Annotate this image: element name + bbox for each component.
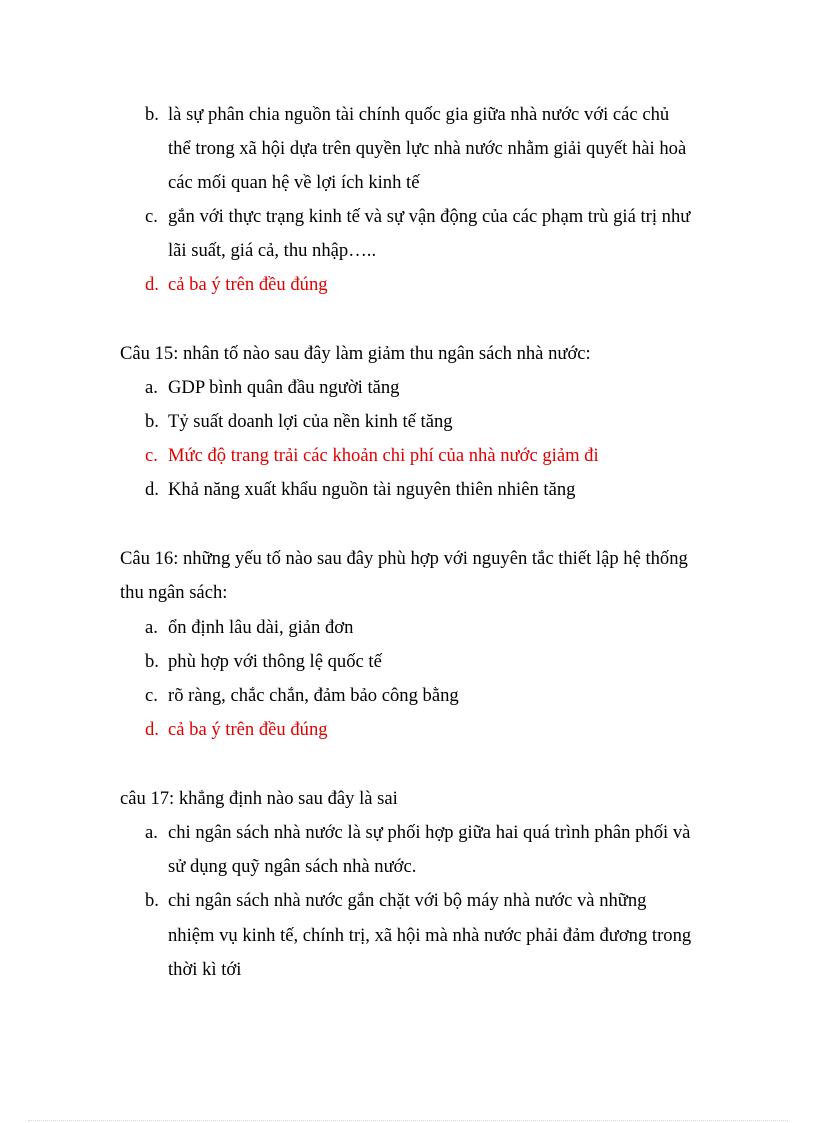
option-text: các mối quan hệ về lợi ích kinh tế: [168, 172, 420, 193]
question-17-title: câu 17: khẳng định nào sau đây là sai: [120, 788, 398, 809]
option-text: thời kì tới: [168, 959, 242, 980]
option-text: chi ngân sách nhà nước gắn chặt với bộ máy nhà nước và những: [168, 890, 647, 911]
correct-option-text: cả ba ý trên đều đúng: [168, 719, 328, 740]
option-text: chi ngân sách nhà nước là sự phối hợp giữa hai quá trình phân phối và: [168, 822, 691, 843]
option-marker: b.: [145, 651, 159, 672]
question-15-title: Câu 15: nhân tố nào sau đây làm giảm thu ngân sách nhà nước:: [120, 343, 591, 364]
option-marker: b.: [145, 104, 159, 125]
option-text: sử dụng quỹ ngân sách nhà nước.: [168, 856, 417, 877]
option-marker: b.: [145, 890, 159, 911]
option-marker: c.: [145, 206, 158, 227]
correct-option-text: cả ba ý trên đều đúng: [168, 274, 328, 295]
option-text: Tỷ suất doanh lợi của nền kinh tế tăng: [168, 411, 453, 432]
question-16-title-cont: thu ngân sách:: [120, 582, 228, 603]
question-16-title: Câu 16: những yếu tố nào sau đây phù hợp với nguyên tắc thiết lập hệ thống: [120, 548, 688, 569]
correct-option-text: Mức độ trang trải các khoản chi phí của nhà nước giảm đi: [168, 445, 599, 466]
option-text: gắn với thực trạng kinh tế và sự vận động của các phạm trù giá trị như: [168, 206, 691, 227]
option-marker: c.: [145, 685, 158, 706]
option-marker: a.: [145, 377, 158, 398]
option-marker: b.: [145, 411, 159, 432]
correct-option-marker: d.: [145, 719, 159, 740]
option-text: thể trong xã hội dựa trên quyền lực nhà nước nhằm giải quyết hài hoà: [168, 138, 687, 159]
correct-option-marker: d.: [145, 274, 159, 295]
page-bottom-divider: [28, 1120, 788, 1121]
option-marker: a.: [145, 617, 158, 638]
option-text: lãi suất, giá cả, thu nhập…..: [168, 240, 377, 261]
option-text: ổn định lâu dài, giản đơn: [168, 617, 354, 638]
option-marker: d.: [145, 479, 159, 500]
option-text: rõ ràng, chắc chắn, đảm bảo công bằng: [168, 685, 459, 706]
option-text: GDP bình quân đầu người tăng: [168, 377, 400, 398]
option-marker: a.: [145, 822, 158, 843]
option-text: nhiệm vụ kinh tế, chính trị, xã hội mà nhà nước phải đảm đương trong: [168, 925, 692, 946]
correct-option-marker: c.: [145, 445, 158, 466]
option-text: là sự phân chia nguồn tài chính quốc gia giữa nhà nước với các chủ: [168, 104, 670, 125]
option-text: phù hợp với thông lệ quốc tế: [168, 651, 382, 672]
option-text: Khả năng xuất khẩu nguồn tài nguyên thiên nhiên tăng: [168, 479, 576, 500]
